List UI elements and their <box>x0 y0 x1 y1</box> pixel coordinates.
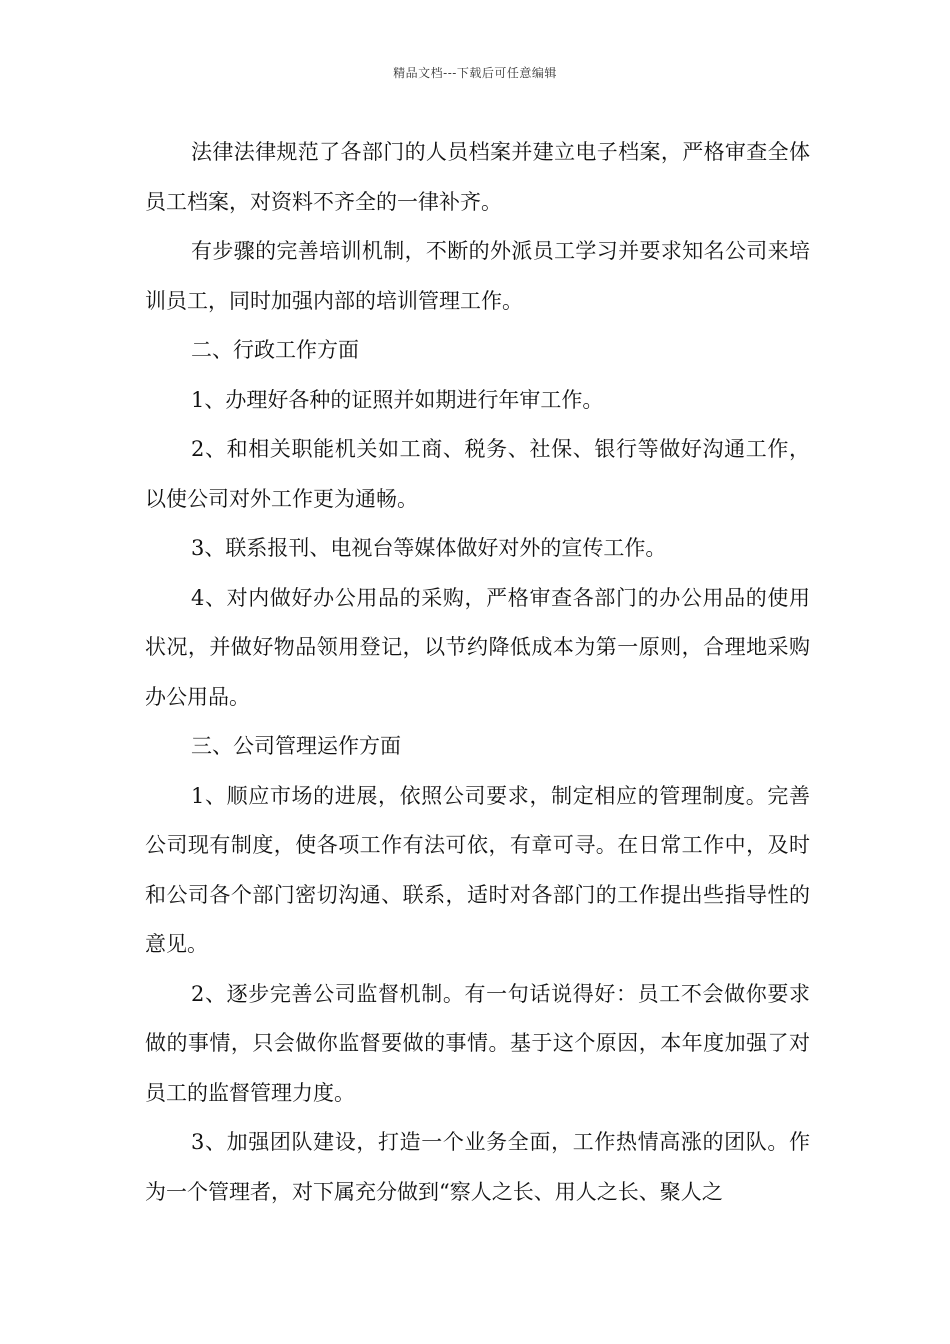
page-header: 精品文档---下载后可任意编辑 <box>393 66 557 80</box>
paragraph-management-item-1: 1、顺应市场的进展，依照公司要求，制定相应的管理制度。完善公司现有制度，使各项工作有法可依，有章可寻。在日常工作中，及时和公司各个部门密切沟通、联系，适时对各部门的工作提出些指导性的意见。 <box>145 783 810 956</box>
paragraph-management-item-2: 2、逐步完善公司监督机制。有一句话说得好：员工不会做你要求做的事情，只会做你监督要做的事情。基于这个原因，本年度加强了对员工的监督管理力度。 <box>145 981 810 1105</box>
document-body <box>145 128 810 1217</box>
section-heading-management: 三、公司管理运作方面 <box>191 734 401 758</box>
paragraph-admin-item-4: 4、对内做好办公用品的采购，严格审查各部门的办公用品的使用状况，并做好物品领用登记，以节约降低成本为第一原则，合理地采购办公用品。 <box>145 585 810 709</box>
paragraph-training: 有步骤的完善培训机制，不断的外派员工学习并要求知名公司来培训员工，同时加强内部的培训管理工作。 <box>145 239 810 313</box>
paragraph-admin-item-2: 2、和相关职能机关如工商、税务、社保、银行等做好沟通工作，以使公司对外工作更为通畅。 <box>145 437 810 511</box>
paragraph-management-item-3: 3、加强团队建设，打造一个业务全面，工作热情高涨的团队。作为一个管理者，对下属充分做到“察人之长、用人之长、聚人之 <box>145 1130 810 1204</box>
section-heading-administration: 二、行政工作方面 <box>191 338 359 362</box>
paragraph-archives: 法律法律规范了各部门的人员档案并建立电子档案，严格审查全体员工档案，对资料不齐全的一律补齐。 <box>145 140 810 214</box>
paragraph-admin-item-3: 3、联系报刊、电视台等媒体做好对外的宣传工作。 <box>191 536 667 560</box>
paragraph-admin-item-1: 1、办理好各种的证照并如期进行年审工作。 <box>191 387 604 412</box>
